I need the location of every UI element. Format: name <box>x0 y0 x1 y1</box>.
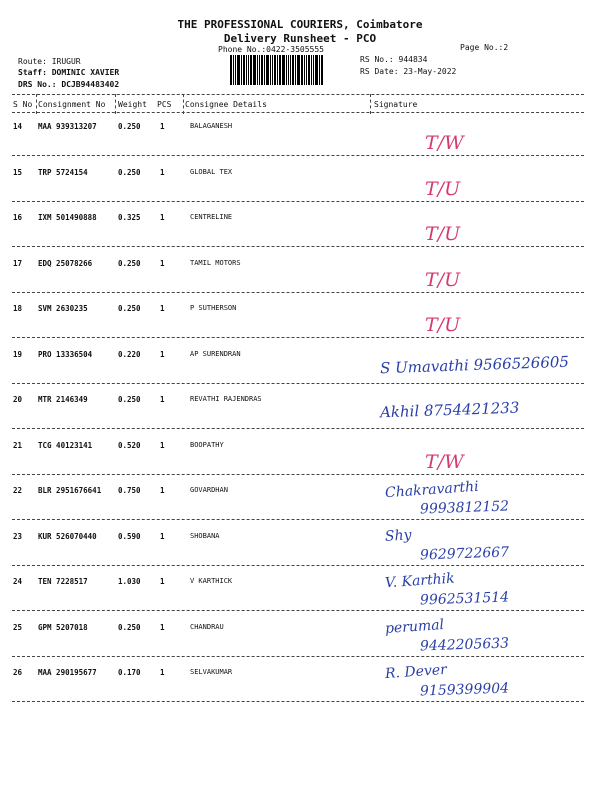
row-signature: T/U <box>425 223 461 245</box>
row-sno: 23 <box>13 532 23 541</box>
row-consignment-no: MAA 290195677 <box>38 668 97 677</box>
row-consignment-no: TCG 40123141 <box>38 441 93 450</box>
row-pcs: 1 <box>160 168 165 177</box>
row-consignment-no: MTR 2146349 <box>38 395 88 404</box>
row-divider <box>12 565 584 566</box>
row-consignment-no: GPM 5207018 <box>38 623 88 632</box>
row-signature-phone: 9442205633 <box>419 635 510 655</box>
row-consignment-no: TRP 5724154 <box>38 168 88 177</box>
row-weight: 0.170 <box>118 668 141 677</box>
staff-name: Staff: DOMINIC XAVIER <box>18 68 120 77</box>
phone-number: Phone No.:0422-3505555 <box>218 45 324 54</box>
row-sno: 15 <box>13 168 23 177</box>
row-signature: Chakravarthi <box>384 478 480 502</box>
row-weight: 0.250 <box>118 122 141 131</box>
drs-number: DRS No.: DCJB94483402 <box>18 80 120 89</box>
row-divider <box>12 656 584 657</box>
row-consignee: REVATHI RAJENDRAS <box>190 395 262 403</box>
col-consignee: Consignee Details <box>185 100 267 109</box>
row-divider <box>12 701 584 702</box>
row-consignee: GOVARDHAN <box>190 486 228 494</box>
row-weight: 0.220 <box>118 350 141 359</box>
row-pcs: 1 <box>160 577 165 586</box>
row-sno: 17 <box>13 259 23 268</box>
col-divider <box>36 94 37 114</box>
row-signature-phone: 9993812152 <box>419 498 510 518</box>
row-pcs: 1 <box>160 441 165 450</box>
row-sno: 18 <box>13 304 23 313</box>
company-name: THE PROFESSIONAL COURIERS, Coimbatore <box>177 18 423 31</box>
row-weight: 1.030 <box>118 577 141 586</box>
row-sno: 14 <box>13 122 23 131</box>
row-divider <box>12 337 584 338</box>
row-pcs: 1 <box>160 259 165 268</box>
row-signature-phone: 9962531514 <box>419 589 510 609</box>
row-divider <box>12 383 584 384</box>
row-divider <box>12 246 584 247</box>
row-signature: T/U <box>425 178 461 200</box>
col-signature: Signature <box>374 100 418 109</box>
row-signature: T/W <box>425 132 464 154</box>
document-title: Delivery Runsheet - PCO <box>223 32 377 45</box>
row-signature: R. Dever <box>384 661 448 683</box>
row-consignee: GLOBAL TEX <box>190 168 233 176</box>
row-pcs: 1 <box>160 532 165 541</box>
row-sno: 24 <box>13 577 23 586</box>
row-consignment-no: PRO 13336504 <box>38 350 93 359</box>
col-divider <box>115 94 116 114</box>
row-consignee: V KARTHICK <box>190 577 233 585</box>
rs-date: RS Date: 23-May-2022 <box>360 67 457 76</box>
row-signature: Akhil 8754421233 <box>379 398 520 422</box>
col-divider <box>183 94 184 114</box>
row-consignee: P SUTHERSON <box>190 304 237 312</box>
row-pcs: 1 <box>160 213 165 222</box>
row-weight: 0.250 <box>118 259 141 268</box>
row-divider <box>12 610 584 611</box>
row-sno: 26 <box>13 668 23 677</box>
row-pcs: 1 <box>160 395 165 404</box>
row-consignment-no: IXM 501490888 <box>38 213 97 222</box>
row-weight: 0.250 <box>118 395 141 404</box>
row-divider <box>12 519 584 520</box>
row-signature: T/W <box>425 451 464 473</box>
row-weight: 0.750 <box>118 486 141 495</box>
page-number: Page No.:2 <box>460 43 509 52</box>
col-sno: S No <box>13 100 33 109</box>
barcode <box>230 55 338 85</box>
row-sno: 25 <box>13 623 23 632</box>
row-weight: 0.520 <box>118 441 141 450</box>
row-consignee: BALAGANESH <box>190 122 233 130</box>
row-signature: V. Karthik <box>384 570 456 592</box>
row-divider <box>12 292 584 293</box>
row-consignment-no: TEN 7228517 <box>38 577 88 586</box>
row-pcs: 1 <box>160 668 165 677</box>
row-sno: 22 <box>13 486 23 495</box>
row-consignment-no: BLR 2951676641 <box>38 486 102 495</box>
row-sno: 16 <box>13 213 23 222</box>
row-signature-phone: 9629722667 <box>419 544 510 564</box>
row-consignee: TAMIL MOTORS <box>190 259 241 267</box>
row-signature: T/U <box>425 269 461 291</box>
row-sno: 19 <box>13 350 23 359</box>
row-pcs: 1 <box>160 304 165 313</box>
row-consignment-no: SVM 2630235 <box>38 304 88 313</box>
row-consignment-no: EDQ 25078266 <box>38 259 93 268</box>
row-divider <box>12 474 584 475</box>
row-consignee: CHANDRAU <box>190 623 224 631</box>
row-signature: perumal <box>384 616 445 638</box>
row-consignee: AP SURENDRAN <box>190 350 241 358</box>
row-consignment-no: MAA 939313207 <box>38 122 97 131</box>
table-top-rule <box>12 94 584 95</box>
row-consignee: SHOBANA <box>190 532 220 540</box>
col-consignment: Consignment No <box>38 100 106 109</box>
row-consignee: BOOPATHY <box>190 441 224 449</box>
row-pcs: 1 <box>160 623 165 632</box>
row-signature: T/U <box>425 314 461 336</box>
row-consignee: CENTRELINE <box>190 213 233 221</box>
col-weight: Weight <box>118 100 147 109</box>
row-weight: 0.250 <box>118 168 141 177</box>
row-consignment-no: KUR 526070440 <box>38 532 97 541</box>
row-consignee: SELVAKUMAR <box>190 668 233 676</box>
row-signature: S Umavathi 9566526605 <box>379 352 570 378</box>
row-pcs: 1 <box>160 122 165 131</box>
row-weight: 0.250 <box>118 623 141 632</box>
row-divider <box>12 155 584 156</box>
header-bottom-rule <box>12 112 584 113</box>
row-signature: Shy <box>384 527 413 545</box>
row-sno: 20 <box>13 395 23 404</box>
row-weight: 0.590 <box>118 532 141 541</box>
col-pcs: PCS <box>157 100 172 109</box>
row-pcs: 1 <box>160 486 165 495</box>
row-weight: 0.325 <box>118 213 141 222</box>
row-weight: 0.250 <box>118 304 141 313</box>
row-signature-phone: 9159399904 <box>419 680 510 700</box>
row-divider <box>12 428 584 429</box>
route: Route: IRUGUR <box>18 57 81 66</box>
row-divider <box>12 201 584 202</box>
col-divider <box>370 94 371 114</box>
rs-number: RS No.: 944834 <box>360 55 428 64</box>
row-sno: 21 <box>13 441 23 450</box>
row-pcs: 1 <box>160 350 165 359</box>
